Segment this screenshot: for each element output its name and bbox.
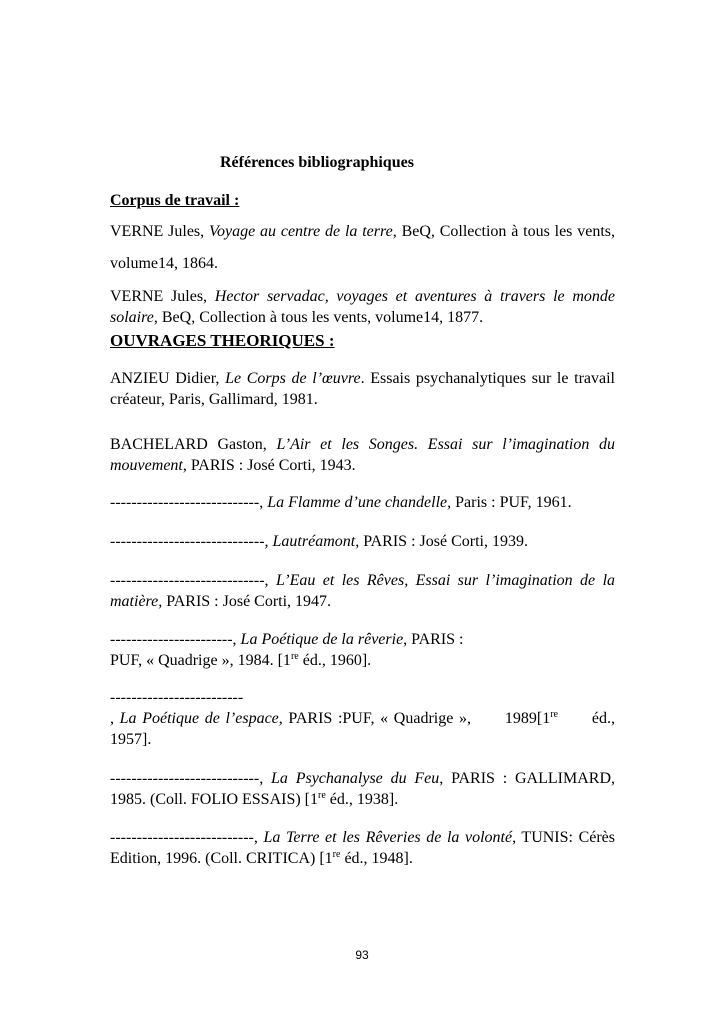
bibliography-entry [110, 570, 615, 612]
entry-publication: , TUNIS: Cérès Edition, 1996. (Coll. CRITICA) [1 [110, 829, 616, 867]
entry-author: ------------------------- [110, 689, 244, 706]
entry-title: Voyage au centre de la terre [208, 223, 393, 240]
entry-title: La Terre et les Rêveries de la volonté [263, 829, 513, 846]
entry-publication: , PARIS : José Corti, 1943. [182, 457, 356, 474]
bibliography-entry [110, 492, 615, 513]
entry-title: La Poétique de la rêverie [240, 631, 404, 648]
entry-title: La Poétique de l’espace [119, 710, 279, 727]
bibliography-entry [110, 687, 619, 750]
bibliography-entry [110, 827, 615, 869]
entry-separator: , [110, 710, 120, 727]
corpus-entry [110, 216, 615, 280]
entry-publication: . Essais psychanalytiques sur le travail créateur, Paris, Gallimard, 1981. [110, 370, 615, 408]
bibliography-entry [110, 768, 615, 810]
entry-publication: , BeQ, Collection à tous les vents, volume14, 1877. [153, 309, 484, 326]
entry-publication: , PARIS : José Corti, 1939. [355, 533, 528, 550]
entry-publication: PARIS : José Corti, 1947. [162, 593, 332, 610]
entry-author: BACHELARD Gaston, [110, 436, 277, 453]
entry-edition: éd., 1960]. [298, 652, 372, 669]
entry-author: -----------------------------, [110, 572, 276, 589]
entry-title: La Flamme d’une chandelle, [267, 494, 452, 511]
entry-title: Le Corps de l’œuvre [225, 370, 361, 387]
entry-author: ANZIEU Didier, [110, 370, 226, 387]
corpus-entry [110, 286, 615, 328]
bibliography-entry [110, 368, 615, 410]
entry-edition: éd., 1957]. [110, 710, 619, 748]
page-number: 93 [355, 948, 369, 962]
entry-publication: , PARIS :PUF, « Quadrige », 1989[1 [278, 710, 551, 727]
page-title: Références bibliographiques [220, 154, 414, 171]
entry-author: VERNE Jules, [110, 223, 209, 240]
entry-publication: , BeQ, Collection à tous les vents, volume14, 1864. [110, 223, 616, 272]
bibliography-entry [110, 434, 615, 476]
edition-superscript: re [332, 849, 341, 860]
entry-title: Hector servadac, voyages et aventures à travers le monde solaire [110, 288, 615, 326]
edition-superscript: re [290, 651, 299, 662]
edition-superscript: re [318, 790, 326, 801]
entry-publication: , PARIS : [403, 631, 464, 648]
edition-superscript: re [550, 709, 558, 720]
entry-author: -----------------------, [110, 631, 241, 648]
entry-edition: éd., 1948]. [340, 850, 413, 867]
entry-edition: éd., 1938]. [325, 791, 399, 808]
entry-publication: , PARIS : GALLIMARD, 1985. (Coll. FOLIO ESSAIS) [1 [110, 770, 615, 808]
entry-author: ----------------------------- [110, 533, 265, 550]
entry-title: La Psychanalyse du Feu [271, 770, 440, 787]
corpus-heading: Corpus de travail : [110, 192, 240, 209]
bibliography-entry [110, 531, 615, 552]
entry-publication-line2: PUF, « Quadrige », 1984. [1 [110, 652, 291, 669]
entry-title: L’Air et les Songes. Essai sur l’imagination du mouvement [110, 436, 616, 474]
entry-author: ----------------------------, [110, 770, 271, 787]
bibliography-entry [110, 629, 615, 671]
entry-title: , Lautréamont [264, 533, 356, 550]
entry-author: VERNE Jules, [110, 288, 215, 305]
theory-heading: OUVRAGES THEORIQUES : [110, 331, 335, 350]
entry-publication: Paris : PUF, 1961. [451, 494, 572, 511]
entry-author: ----------------------------, [110, 494, 268, 511]
entry-title: L’Eau et les Rêves, Essai sur l’imagination de la matière, [110, 572, 616, 610]
entry-author: ---------------------------, [110, 829, 264, 846]
